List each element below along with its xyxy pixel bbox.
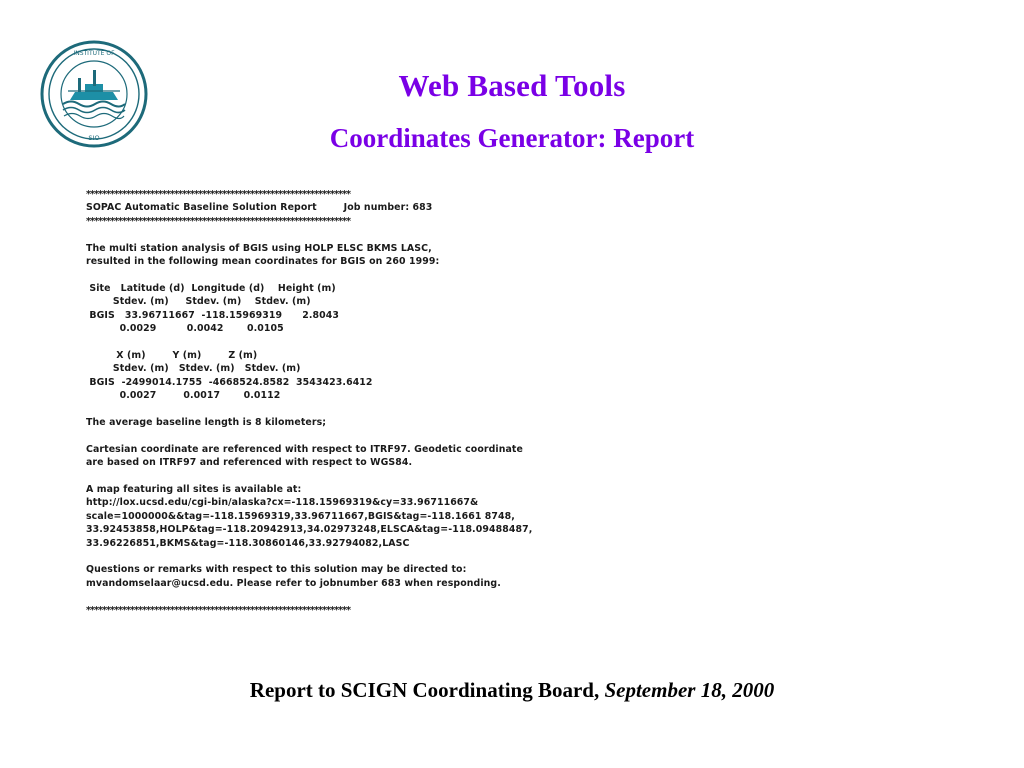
svg-text:INSTITUTE OF: INSTITUTE OF	[73, 50, 115, 57]
report-job-title: SOPAC Automatic Baseline Solution Report Job number: 683	[86, 202, 433, 214]
page-subtitle: Coordinates Generator: Report	[329, 123, 695, 153]
geodetic-header-2: Stdev. (m) Stdev. (m) Stdev. (m)	[86, 296, 311, 308]
footer-bold-text: Report to SCIGN Coordinating Board,	[249, 678, 600, 702]
report-intro-line-2: resulted in the following mean coordinates for BGIS on 260 1999:	[86, 256, 440, 268]
report-rule-under-title: ******************************************************************	[86, 215, 351, 227]
footer-caption	[0, 678, 1024, 703]
footer-date-text: September 18, 2000	[604, 678, 775, 702]
geodetic-values-2: 0.0029 0.0042 0.0105	[86, 323, 284, 335]
report-intro-line-1: The multi station analysis of BGIS using HOLP ELSC BKMS LASC,	[86, 242, 432, 254]
average-baseline-line: The average baseline length is 8 kilometers;	[86, 416, 327, 428]
report-rule-bottom: ******************************************************************	[86, 604, 351, 616]
reference-frame-line-2: are based on ITRF97 and referenced with respect to WGS84.	[86, 457, 413, 469]
geodetic-values-1: BGIS 33.96711667 -118.15969319 2.8043	[86, 309, 340, 321]
cartesian-values-2: 0.0027 0.0017 0.0112	[86, 390, 281, 402]
page-title: Web Based Tools	[398, 68, 626, 103]
cartesian-values-1: BGIS -2499014.1755 -4668524.8582 3543423.6412	[86, 376, 373, 388]
report-rule-top: ******************************************************************	[86, 189, 351, 200]
cartesian-header-2: Stdev. (m) Stdev. (m) Stdev. (m)	[86, 363, 301, 375]
questions-line-2: mvandomselaar@ucsd.edu. Please refer to jobnumber 683 when responding.	[86, 577, 501, 589]
questions-line-1: Questions or remarks with respect to this solution may be directed to:	[86, 564, 467, 576]
map-url-line-1: http://lox.ucsd.edu/cgi-bin/alaska?cx=-118.15969319&cy=33.96711667&	[86, 497, 479, 509]
map-url-line-4: 33.96226851,BKMS&tag=-118.30860146,33.92794082,LASC	[86, 537, 410, 549]
map-intro-line: A map featuring all sites is available at:	[86, 483, 302, 495]
svg-text:SIO: SIO	[88, 134, 100, 142]
reference-frame-line-1: Cartesian coordinate are referenced with respect to ITRF97. Geodetic coordinate	[86, 443, 523, 455]
cartesian-header-1: X (m) Y (m) Z (m)	[86, 349, 258, 361]
geodetic-header-1: Site Latitude (d) Longitude (d) Height (m)	[86, 282, 336, 294]
map-url-line-2: scale=1000000&&tag=-118.15969319,33.96711667,BGIS&tag=-118.1661 8748,	[86, 510, 515, 522]
solution-report-text	[86, 188, 686, 617]
map-url-line-3: 33.92453858,HOLP&tag=-118.20942913,34.02973248,ELSCA&tag=-118.09488487,	[86, 524, 533, 536]
